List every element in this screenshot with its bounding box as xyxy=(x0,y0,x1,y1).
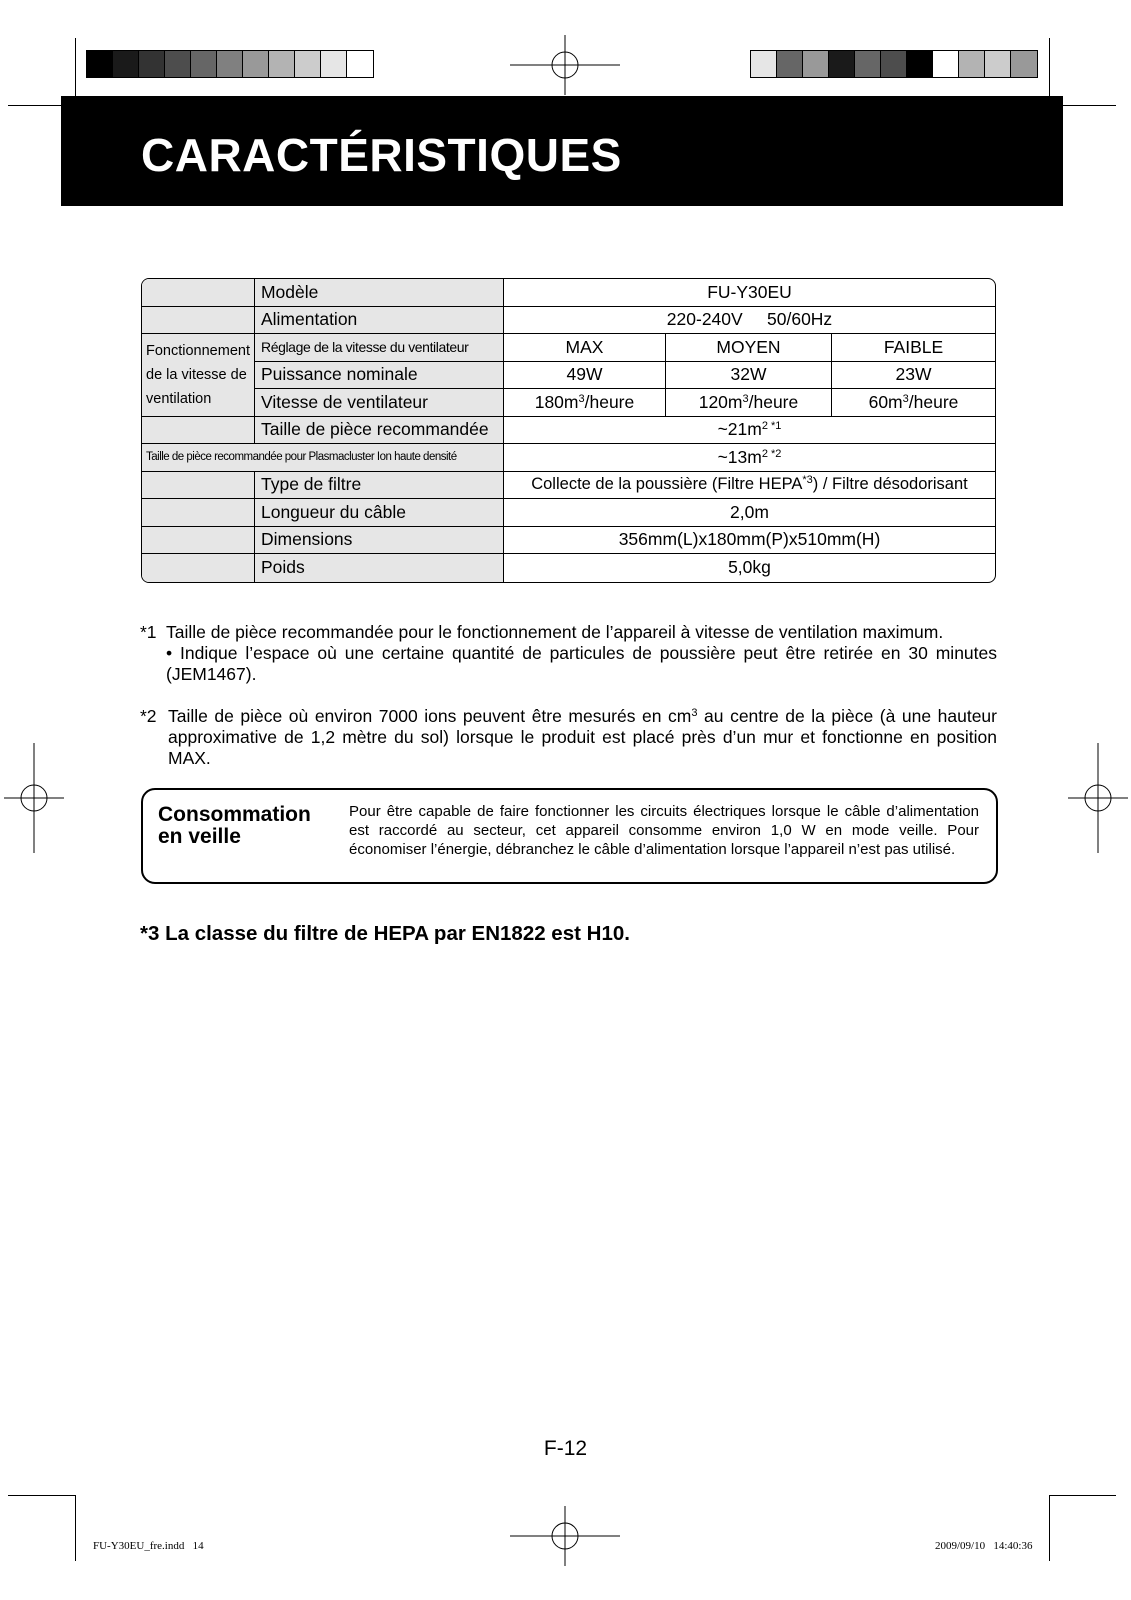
fan-setting-low: FAIBLE xyxy=(832,334,995,362)
superscript: 2 *1 xyxy=(761,420,782,433)
specifications-table xyxy=(141,278,996,583)
color-calibration-bar-left xyxy=(86,50,374,78)
filter-value-cell xyxy=(504,472,995,500)
fan-speed-unit: /heure xyxy=(584,391,635,412)
fan-speed-value: 180m xyxy=(534,391,579,412)
room-size-value-cell xyxy=(504,417,995,445)
table-cell xyxy=(142,417,255,445)
rated-power-label: Puissance nominale xyxy=(255,362,504,390)
table-row xyxy=(142,499,995,527)
color-swatch xyxy=(217,51,243,77)
table-row xyxy=(142,362,995,390)
fan-speed-low xyxy=(832,389,995,417)
weight-label: Poids xyxy=(255,554,504,582)
page-title: CARACTÉRISTIQUES xyxy=(141,129,622,181)
power-supply-label: Alimentation xyxy=(255,307,504,335)
crop-mark-line xyxy=(1049,38,1050,105)
footnote-text xyxy=(140,706,997,769)
color-swatch xyxy=(113,51,139,77)
date-slug: 2009/09/10 14:40:36 xyxy=(935,1540,1033,1552)
dimensions-label: Dimensions xyxy=(255,527,504,555)
table-row xyxy=(142,527,995,555)
table-cell xyxy=(142,527,255,555)
fan-speed-value: 60m xyxy=(868,391,903,412)
model-label: Modèle xyxy=(255,279,504,307)
room-size-value: ~21m xyxy=(717,419,762,440)
color-swatch xyxy=(751,51,777,77)
table-row xyxy=(142,279,995,307)
standby-text: Pour être capable de faire fonctionner les circuits électriques lorsque le câble d’alimentation est raccordé au secteur, cet appareil consomme environ 1,0 W en mode veille. Pour économiser l’énergie, débranchez le câble d’alimentation lorsque l’appareil n’est pas utilisé. xyxy=(349,803,979,858)
crop-mark-line xyxy=(8,1495,75,1496)
color-swatch xyxy=(165,51,191,77)
color-swatch xyxy=(777,51,803,77)
color-swatch xyxy=(295,51,321,77)
color-swatch xyxy=(191,51,217,77)
color-swatch xyxy=(347,51,373,77)
plasmacluster-value-cell xyxy=(504,444,995,472)
color-swatch xyxy=(855,51,881,77)
rated-power-low: 23W xyxy=(832,362,995,390)
color-swatch xyxy=(1011,51,1037,77)
color-swatch xyxy=(985,51,1011,77)
rated-power-medium: 32W xyxy=(666,362,832,390)
filter-value-rest: ) / Filtre désodorisant xyxy=(812,475,968,494)
footnote-marker: *1 xyxy=(140,622,157,642)
crop-mark-line xyxy=(75,38,76,105)
file-slug: FU-Y30EU_fre.indd 14 xyxy=(93,1540,204,1552)
footnote-text-part: au centre de la pièce (à une hauteur approximative de 1,2 mètre du sol) lorsque le produit est placé près d’un mur et fonctionne en position MAX. xyxy=(168,706,997,768)
color-swatch xyxy=(829,51,855,77)
crop-mark-line xyxy=(75,1495,76,1561)
cable-value: 2,0m xyxy=(504,499,995,527)
color-swatch xyxy=(959,51,985,77)
dimensions-value: 356mm(L)x180mm(P)x510mm(H) xyxy=(504,527,995,555)
plasmacluster-value: ~13m xyxy=(717,446,762,467)
table-row xyxy=(142,444,995,472)
fan-operation-group-label: Fonctionnement de la vitesse de ventilation xyxy=(142,334,255,417)
fan-speed-unit: /heure xyxy=(908,391,959,412)
superscript: 3 xyxy=(691,707,698,719)
superscript: 3 xyxy=(902,392,909,405)
fan-speed-value: 120m xyxy=(698,391,743,412)
fan-setting-label: Réglage de la vitesse du ventilateur xyxy=(255,334,504,362)
footnote-text-part: Taille de pièce où environ 7000 ions peuvent être mesurés en cm xyxy=(168,706,692,726)
fan-speed-max xyxy=(504,389,666,417)
crop-mark-line xyxy=(1049,1495,1050,1561)
registration-mark-left xyxy=(4,743,64,853)
table-row xyxy=(142,554,995,582)
table-row xyxy=(142,417,995,445)
table-row xyxy=(142,389,995,417)
table-row xyxy=(142,334,995,362)
footnote-marker: *2 xyxy=(140,706,157,726)
model-value: FU-Y30EU xyxy=(504,279,995,307)
rated-power-max: 49W xyxy=(504,362,666,390)
registration-mark-right xyxy=(1068,743,1128,853)
crop-mark-line xyxy=(1049,1495,1116,1496)
table-row xyxy=(142,472,995,500)
standby-heading: Consommation en veille xyxy=(158,803,311,848)
power-supply-value: 220-240V 50/60Hz xyxy=(504,307,995,335)
fan-setting-max: MAX xyxy=(504,334,666,362)
color-swatch xyxy=(803,51,829,77)
footnote-bullet: • Indique l’espace où une certaine quantité de particules de poussière peut être retirée en 30 minutes (JEM1467). xyxy=(166,643,997,684)
table-cell xyxy=(142,554,255,582)
cable-label: Longueur du câble xyxy=(255,499,504,527)
superscript: 2 *2 xyxy=(761,447,782,460)
page-number: F-12 xyxy=(543,1437,588,1460)
superscript: 3 xyxy=(742,392,749,405)
room-size-label: Taille de pièce recommandée xyxy=(255,417,504,445)
color-swatch xyxy=(87,51,113,77)
superscript: 3 xyxy=(578,392,585,405)
table-row xyxy=(142,307,995,335)
superscript: *3 xyxy=(802,474,813,487)
table-cell xyxy=(142,499,255,527)
table-cell xyxy=(142,472,255,500)
table-cell xyxy=(142,279,255,307)
color-swatch xyxy=(139,51,165,77)
filter-value: Collecte de la poussière (Filtre HEPA xyxy=(531,475,803,494)
standby-consumption-box xyxy=(141,788,998,884)
title-banner xyxy=(61,96,1063,206)
hepa-class-note: *3 La classe du filtre de HEPA par EN1822 est H10. xyxy=(140,922,630,945)
fan-speed-medium xyxy=(666,389,832,417)
color-swatch xyxy=(321,51,347,77)
color-calibration-bar-right xyxy=(750,50,1038,78)
footnote-text: Taille de pièce recommandée pour le fonctionnement de l’appareil à vitesse de ventilation maximum. xyxy=(166,622,944,642)
footnote-2 xyxy=(140,706,997,769)
registration-mark-top xyxy=(510,35,620,95)
filter-label: Type de filtre xyxy=(255,472,504,500)
color-swatch xyxy=(881,51,907,77)
color-swatch xyxy=(269,51,295,77)
color-swatch xyxy=(933,51,959,77)
footnote-1 xyxy=(140,622,997,685)
weight-value: 5,0kg xyxy=(728,557,771,578)
color-swatch xyxy=(243,51,269,77)
plasmacluster-label: Taille de pièce recommandée pour Plasmacluster Ion haute densité xyxy=(142,444,504,472)
registration-mark-bottom xyxy=(510,1506,620,1566)
fan-setting-medium: MOYEN xyxy=(666,334,832,362)
fan-speed-unit: /heure xyxy=(748,391,799,412)
table-cell xyxy=(142,307,255,335)
color-swatch xyxy=(907,51,933,77)
fan-speed-label: Vitesse de ventilateur xyxy=(255,389,504,417)
